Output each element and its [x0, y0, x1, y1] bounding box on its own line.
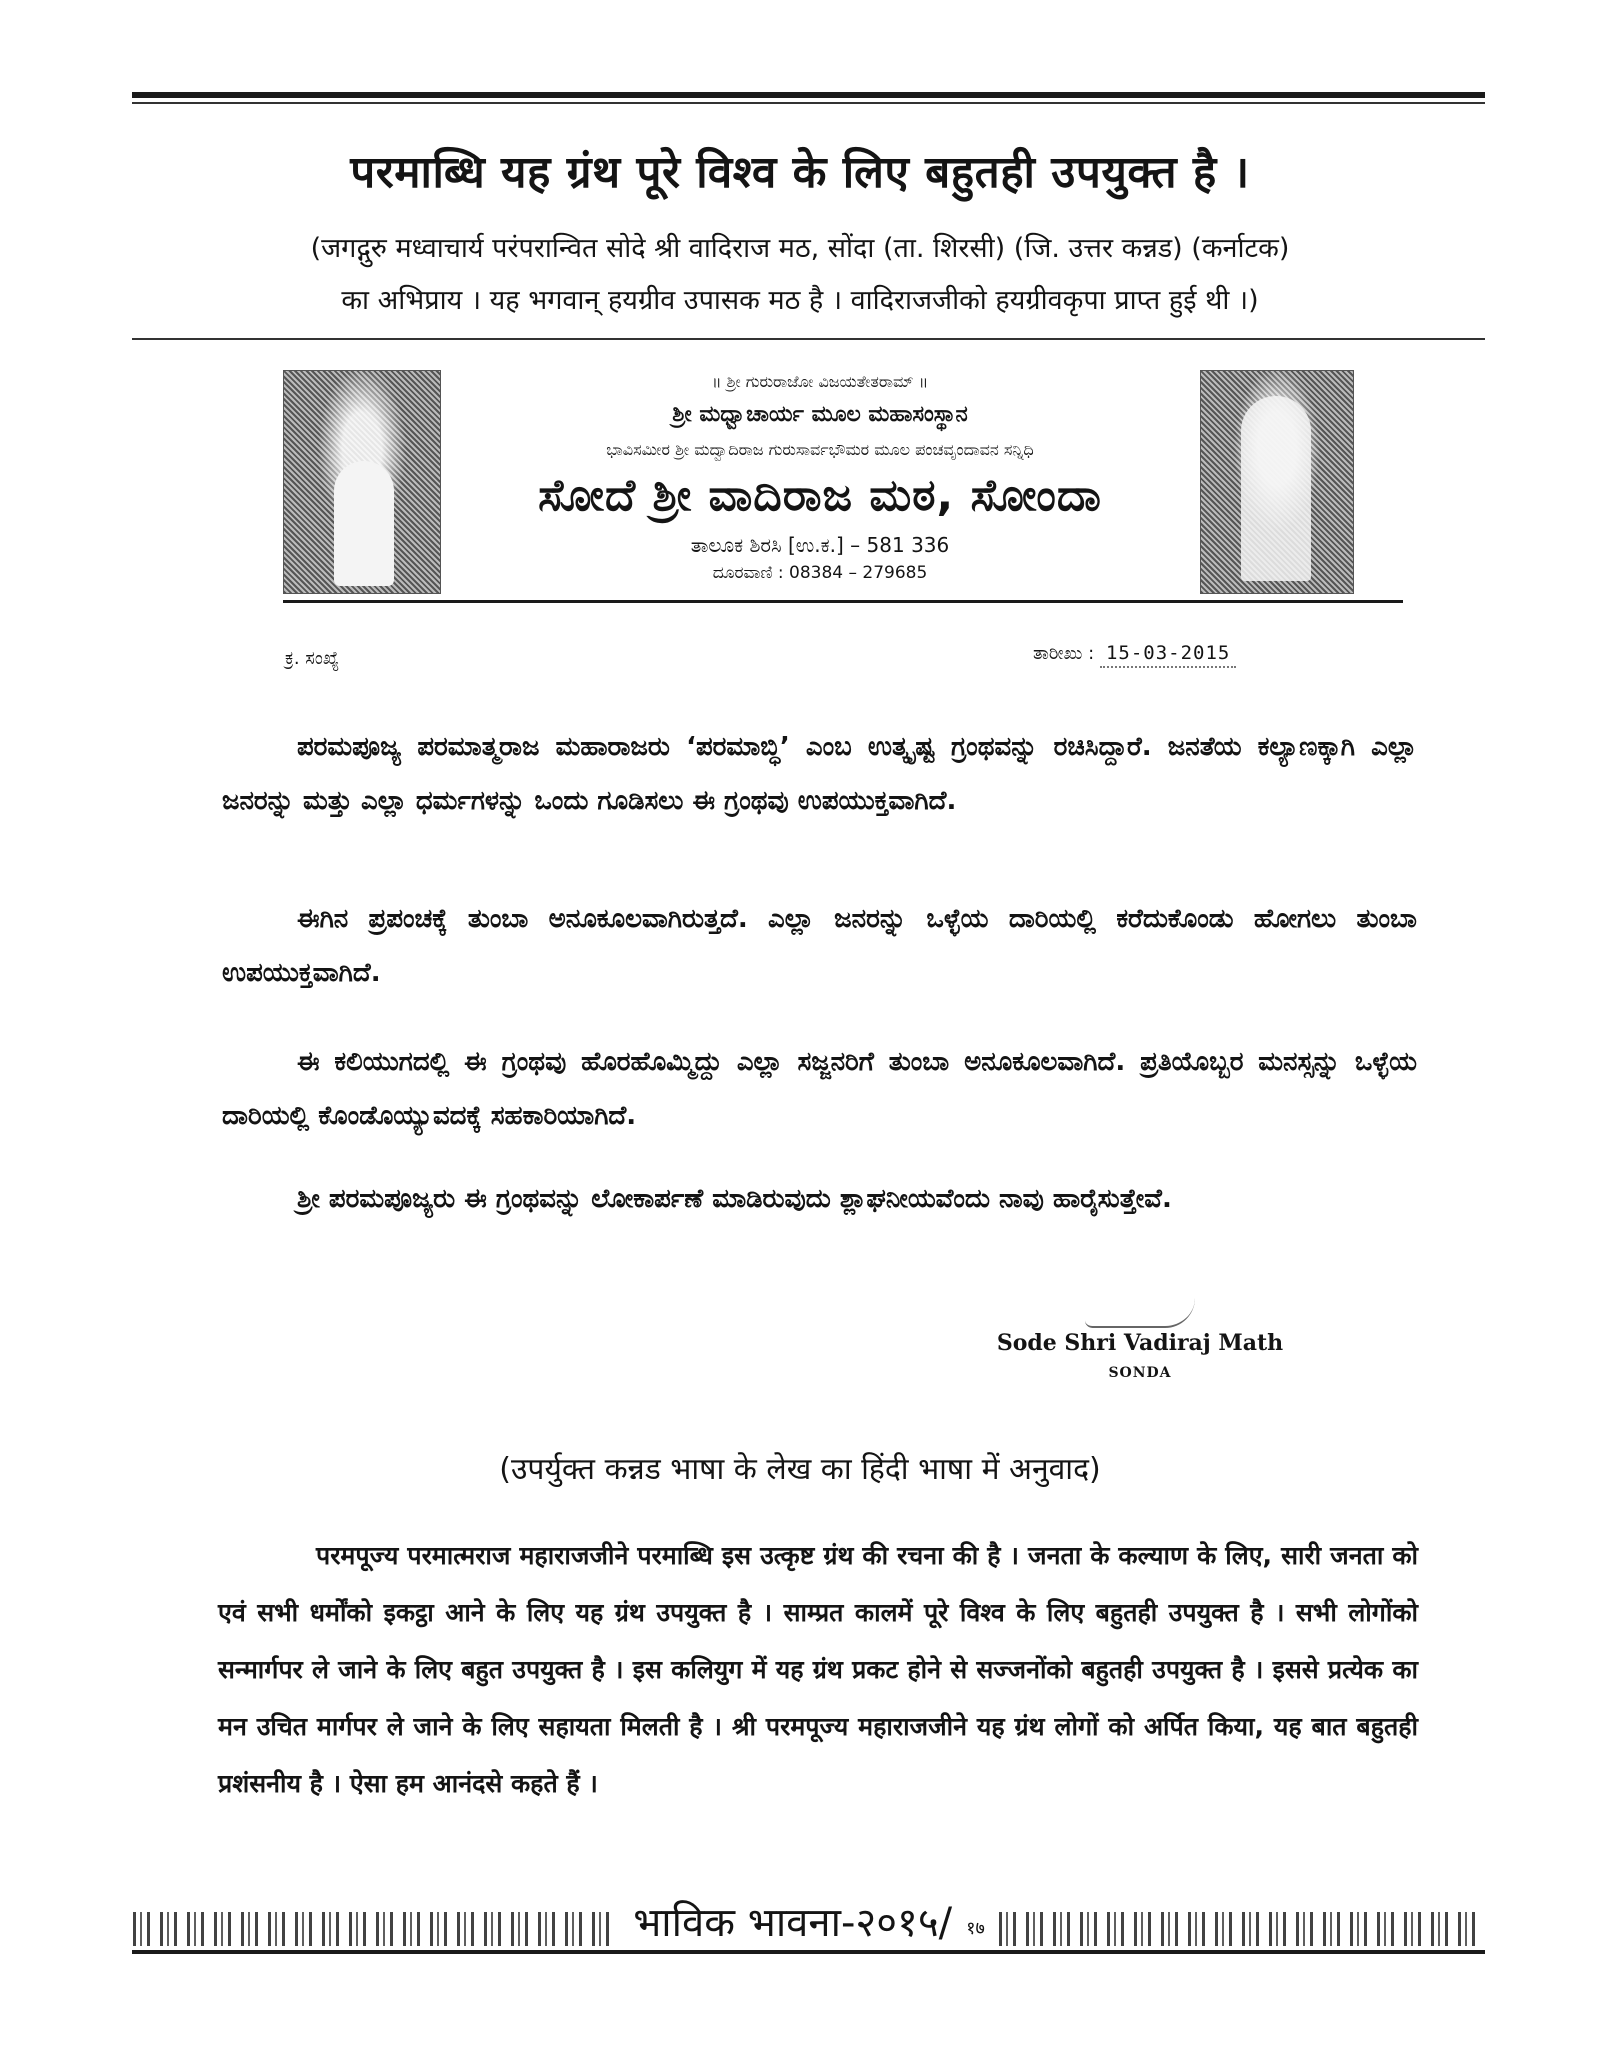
signatory-name: Sode Shri Vadiraj Math	[996, 1330, 1284, 1356]
signature-scrawl	[1085, 1298, 1195, 1328]
page-number: १७	[966, 1918, 985, 1939]
letterhead-address: ತಾಲೂಕ ಶಿರಸಿ [ಉ.ಕ.] – 581 336	[690, 533, 950, 557]
footer-publication-title: भाविक भावना-२०१५/	[633, 1900, 953, 1946]
translation-heading: (उपर्युक्त कन्नड भाषा के लेख का हिंदी भाषा में अनुवाद)	[499, 1452, 1101, 1487]
date-field	[1033, 642, 1236, 668]
ornament-right-border	[999, 1912, 1485, 1946]
hindi-translation-paragraph: परमपूज्य परमात्मराज महाराजजीने परमाब्धि इस उत्कृष्ट ग्रंथ की रचना की है । जनता के कल्याण के लिए, सारी जनता को एवं सभी धर्मोंको इकट्ठा आने के लिए यह ग्रंथ उपयुक्त है । साम्प्रत कालमें पूरे विश्व के लिए बहुतही उपयुक्त है । सभी लोगोंको सन्मार्गपर ले जाने के लिए बहुत उपयुक्त है । इस कलियुग में यह ग्रंथ प्रकट होने से सज्जनोंको बहुतही उपयुक्त है । इससे प्रत्येक का मन उचित मार्गपर ले जाने के लिए सहायता मिलती है । श्री परमपूज्य महाराजजीने यह ग्रंथ लोगों को अर्पित किया, यह बात बहुतही प्रशंसनीय है । ऐसा हम आनंदसे कहते हैं ।	[218, 1541, 1418, 1798]
letterhead-divider	[283, 600, 1403, 603]
letterhead-phone: ದೂರವಾಣಿ : 08384 – 279685	[712, 563, 928, 583]
letterhead-institution: ಶ್ರೀ ಮಧ್ವಾಚಾರ್ಯ ಮೂಲ ಮಹಾಸಂಸ್ಥಾನ	[672, 402, 968, 427]
letterhead-name: ಸೋದೆ ಶ್ರೀ ವಾದಿರಾಜ ಮಠ, ಸೋಂದಾ	[538, 470, 1102, 521]
page-title: परमाब्धि यह ग्रंथ पूरे विश्व के लिए बहुतही उपयुक्त है ।	[350, 147, 1250, 198]
kannada-paragraph-1: ಪರಮಪೂಜ್ಯ ಪರಮಾತ್ಮರಾಜ ಮಹಾರಾಜರು ‘ಪರಮಾಬ್ಧಿ’ ಎಂಬ ಉತ್ಕೃಷ್ಟ ಗ್ರಂಥವನ್ನು ರಚಿಸಿದ್ದಾರೆ. ಜನತೆಯ ಕಲ್ಯಾಣಕ್ಕಾಗಿ ಎಲ್ಲಾ ಜನರನ್ನು ಮತ್ತು ಎಲ್ಲಾ ಧರ್ಮಗಳನ್ನು ಒಂದು ಗೂಡಿಸಲು ಈ ಗ್ರಂಥವು ಉಪಯುಕ್ತವಾಗಿದೆ.	[222, 732, 1417, 816]
letterhead-lineage: ಭಾವಿಸಮೀರ ಶ್ರೀ ಮದ್ವಾದಿರಾಜ ಗುರುಸಾರ್ವಭೌಮರ ಮೂಲ ಪಂಚವೃಂದಾವನ ಸನ್ನಿಧಿ	[606, 440, 1034, 459]
kannada-paragraph-4: ಶ್ರೀ ಪರಮಪೂಜ್ಯರು ಈ ಗ್ರಂಥವನ್ನು ಲೋಕಾರ್ಪಣೆ ಮಾಡಿರುವುದು ಶ್ಲಾಘನೀಯವೆಂದು ನಾವು ಹಾರೈಸುತ್ತೇವೆ.	[297, 1184, 1172, 1214]
reference-number-label: ಕ್ರ. ಸಂಖ್ಯೆ	[285, 648, 340, 669]
deity-idol-photo	[1200, 370, 1354, 594]
letterhead-invocation: ॥ ಶ್ರೀ ಗುರುರಾಜೋ ವಿಜಯತೇತರಾಮ್ ॥	[711, 372, 929, 391]
kannada-paragraph-3: ಈ ಕಲಿಯುಗದಲ್ಲಿ ಈ ಗ್ರಂಥವು ಹೊರಹೊಮ್ಮಿದ್ದು ಎಲ್ಲಾ ಸಜ್ಜನರಿಗೆ ತುಂಬಾ ಅನೂಕೂಲವಾಗಿದೆ. ಪ್ರತಿಯೊಬ್ಬರ ಮನಸ್ಸನ್ನು ಒಳ್ಳೆಯ ದಾರಿಯಲ್ಲಿ ಕೊಂಡೊಯ್ಯುವದಕ್ಕೆ ಸಹಕಾರಿಯಾಗಿದೆ.	[222, 1047, 1417, 1131]
kannada-paragraph-2: ಈಗಿನ ಪ್ರಪಂಚಕ್ಕೆ ತುಂಬಾ ಅನೂಕೂಲವಾಗಿರುತ್ತದೆ. ಎಲ್ಲಾ ಜನರನ್ನು ಒಳ್ಳೆಯ ದಾರಿಯಲ್ಲಿ ಕರೆದುಕೊಂಡು ಹೋಗಲು ತುಂಬಾ ಉಪಯುಕ್ತವಾಗಿದೆ.	[222, 904, 1417, 988]
ornament-left-border	[133, 1912, 619, 1946]
header-divider	[132, 338, 1485, 340]
top-rule-thin	[132, 102, 1485, 104]
subtitle-line-2: का अभिप्राय । यह भगवान् हयग्रीव उपासक मठ है । वादिराजजीको हयग्रीवकृपा प्राप्त हुई थी ।)	[341, 285, 1259, 316]
top-rule-thick	[132, 92, 1485, 98]
bottom-rule	[132, 1950, 1485, 1954]
guru-portrait-photo	[283, 370, 441, 594]
signatory-place: SONDA	[1108, 1365, 1172, 1381]
subtitle-line-1: (जगद्गुरु मध्वाचार्य परंपरान्वित सोदे श्री वादिराज मठ, सोंदा (ता. शिरसी) (जि. उत्तर कन्नड) (कर्नाटक)	[310, 233, 1290, 264]
footer-banner	[133, 1896, 1485, 1946]
date-label: ತಾರೀಖು :	[1033, 643, 1095, 664]
date-value: 15-03-2015	[1100, 642, 1236, 668]
